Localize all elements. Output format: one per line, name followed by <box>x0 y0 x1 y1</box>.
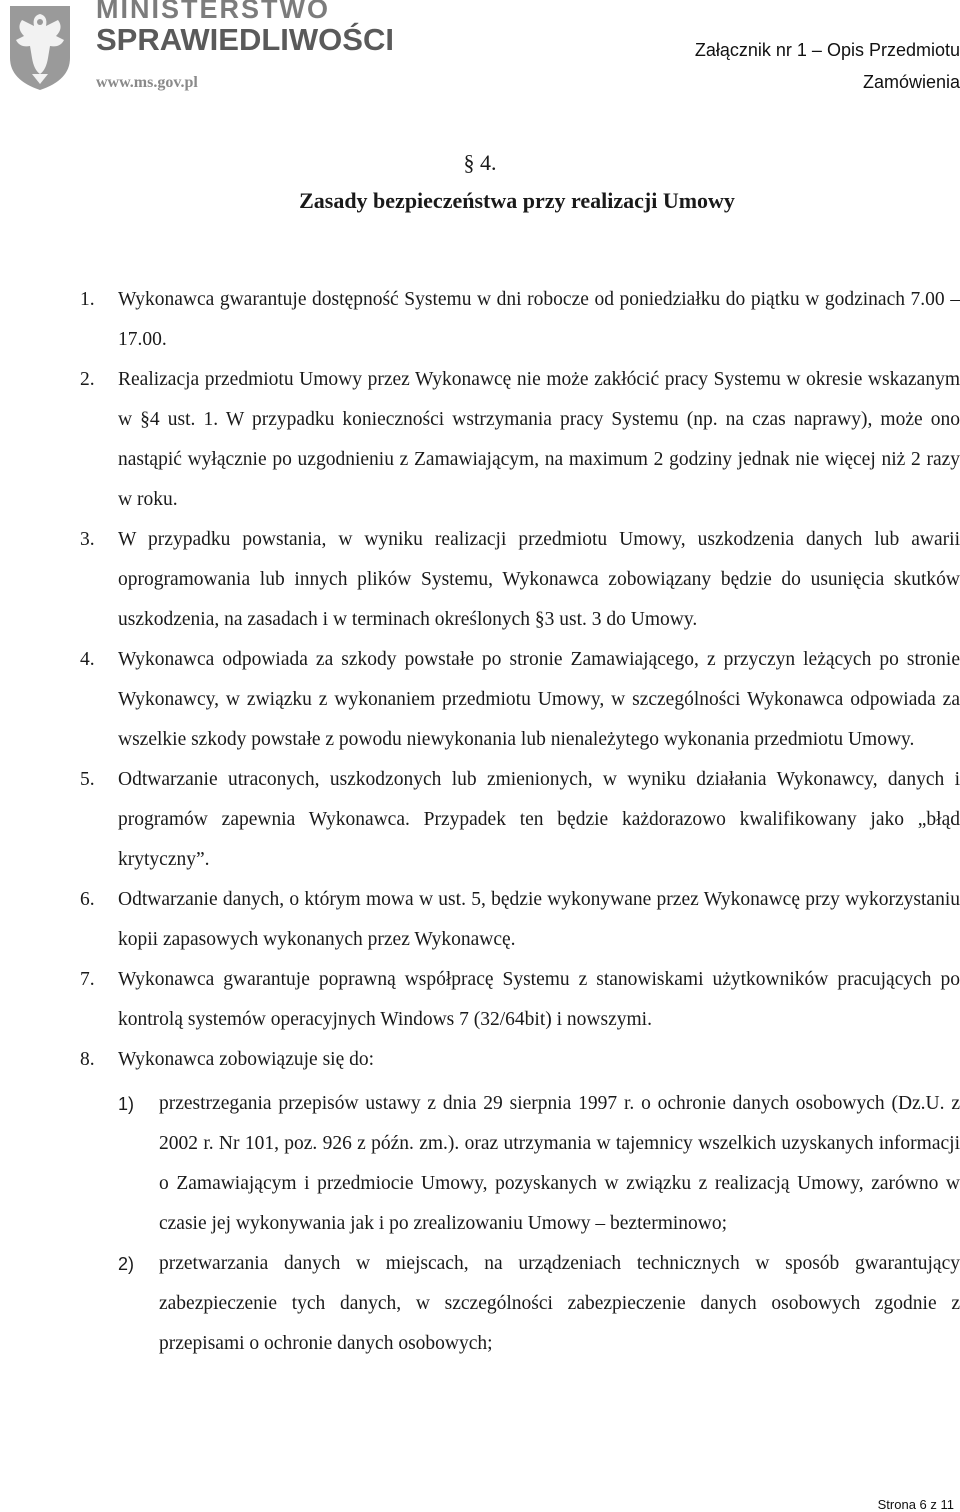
list-item-text: Wykonawca gwarantuje poprawną współpracę Systemu z stanowiskami użytkowników pracujących po kontrolą systemów operacyjnych Windows 7 (32/64bit) i nowszymi. <box>118 969 960 1030</box>
list-item-number: 6. <box>80 889 95 910</box>
list-item-number: 1. <box>80 289 95 310</box>
list-item <box>80 280 960 360</box>
list-item <box>80 960 960 1040</box>
list-item-number: 5. <box>80 769 95 790</box>
list-item-number: 7. <box>80 969 95 990</box>
sublist-item-number: 2) <box>118 1254 135 1274</box>
ministry-logo <box>0 0 394 96</box>
sublist-item <box>118 1244 960 1364</box>
ministry-name-line1: MINISTERSTWO <box>96 0 330 24</box>
ministry-name-line2: SPRAWIEDLIWOŚCI <box>96 22 394 57</box>
sublist <box>118 1084 960 1364</box>
document-body <box>80 280 960 1364</box>
list-item <box>80 1040 960 1080</box>
list-item <box>80 880 960 960</box>
attachment-label-line1: Załącznik nr 1 – Opis Przedmiotu <box>694 40 960 60</box>
attachment-label <box>630 34 960 98</box>
sublist-item-number: 1) <box>118 1094 135 1114</box>
list-item-text: Wykonawca gwarantuje dostępność Systemu w dni robocze od poniedziałku do piątku w godzinach 7.00 – 17.00. <box>118 289 960 350</box>
sublist-item-text: przetwarzania danych w miejscach, na urządzeniach technicznych w sposób gwarantujący zabezpieczenie tych danych, w szczególności zabezpieczenie danych osobowych zgodnie z przepisami o ochronie danych osobowych; <box>159 1253 960 1354</box>
list-item-number: 8. <box>80 1049 95 1070</box>
list-item <box>80 520 960 640</box>
list-item-text: Odtwarzanie utraconych, uszkodzonych lub zmienionych, w wyniku działania Wykonawcy, danych i programów zapewnia Wykonawca. Przypadek ten będzie każdorazowo kwalifikowany jako „błąd krytyczny”. <box>118 769 960 870</box>
list-item-number: 2. <box>80 369 95 390</box>
list-item <box>80 760 960 880</box>
list-item-text: Realizacja przedmiotu Umowy przez Wykonawcę nie może zakłócić pracy Systemu w okresie wskazanym w §4 ust. 1. W przypadku konieczności wstrzymania pracy Systemu (np. na czas naprawy), może ono nastąpić wyłącznie po uzgodnieniu z Zamawiającym, na maximum 2 godziny jednak nie więcej niż 2 razy w roku. <box>118 369 960 510</box>
section-number: § 4. <box>463 150 497 175</box>
list-item-text: Odtwarzanie danych, o którym mowa w ust. 5, będzie wykonywane przez Wykonawcę przy wykorzystaniu kopii zapasowych wykonanych przez Wykonawcę. <box>118 889 960 950</box>
list-item <box>80 360 960 520</box>
ministry-url: www.ms.gov.pl <box>96 74 198 91</box>
list-item-number: 3. <box>80 529 95 550</box>
list-item-number: 4. <box>80 649 95 670</box>
list-item-text: W przypadku powstania, w wyniku realizacji przedmiotu Umowy, uszkodzenia danych lub awarii oprogramowania lub innych plików Systemu, Wykonawca zobowiązany będzie do usunięcia skutków uszkodzenia, na zasadach i w terminach określonych §3 ust. 3 do Umowy. <box>118 529 960 630</box>
sublist-item-text: przestrzegania przepisów ustawy z dnia 29 sierpnia 1997 r. o ochronie danych osobowych (Dz.U. z 2002 r. Nr 101, poz. 926 z późn. zm.). oraz utrzymania w tajemnicy wszelkich uzyskanych informacji o Zamawiającym i przedmiocie Umowy, pozyskanych w związku z realizacją Umowy, zarówno w czasie jej wykonywania jak i po zrealizowaniu Umowy – bezterminowo; <box>159 1093 960 1234</box>
page-number: Strona 6 z 11 <box>877 1497 954 1512</box>
list-item <box>80 640 960 760</box>
list-item-text: Wykonawca odpowiada za szkody powstałe po stronie Zamawiającego, z przyczyn leżących po stronie Wykonawcy, w związku z wykonaniem przedmiotu Umowy, w szczególności Wykonawca odpowiada za wszelkie szkody powstałe z powodu niewykonania lub nienależytego wykonania przedmiotu Umowy. <box>118 649 960 750</box>
attachment-label-line2: Zamówienia <box>862 72 960 92</box>
list-item-text: Wykonawca zobowiązuje się do: <box>118 1049 375 1070</box>
section-title: Zasady bezpieczeństwa przy realizacji Umowy <box>299 188 735 213</box>
sublist-item <box>118 1084 960 1244</box>
eagle-emblem-icon <box>2 0 78 92</box>
page-header <box>0 0 960 100</box>
